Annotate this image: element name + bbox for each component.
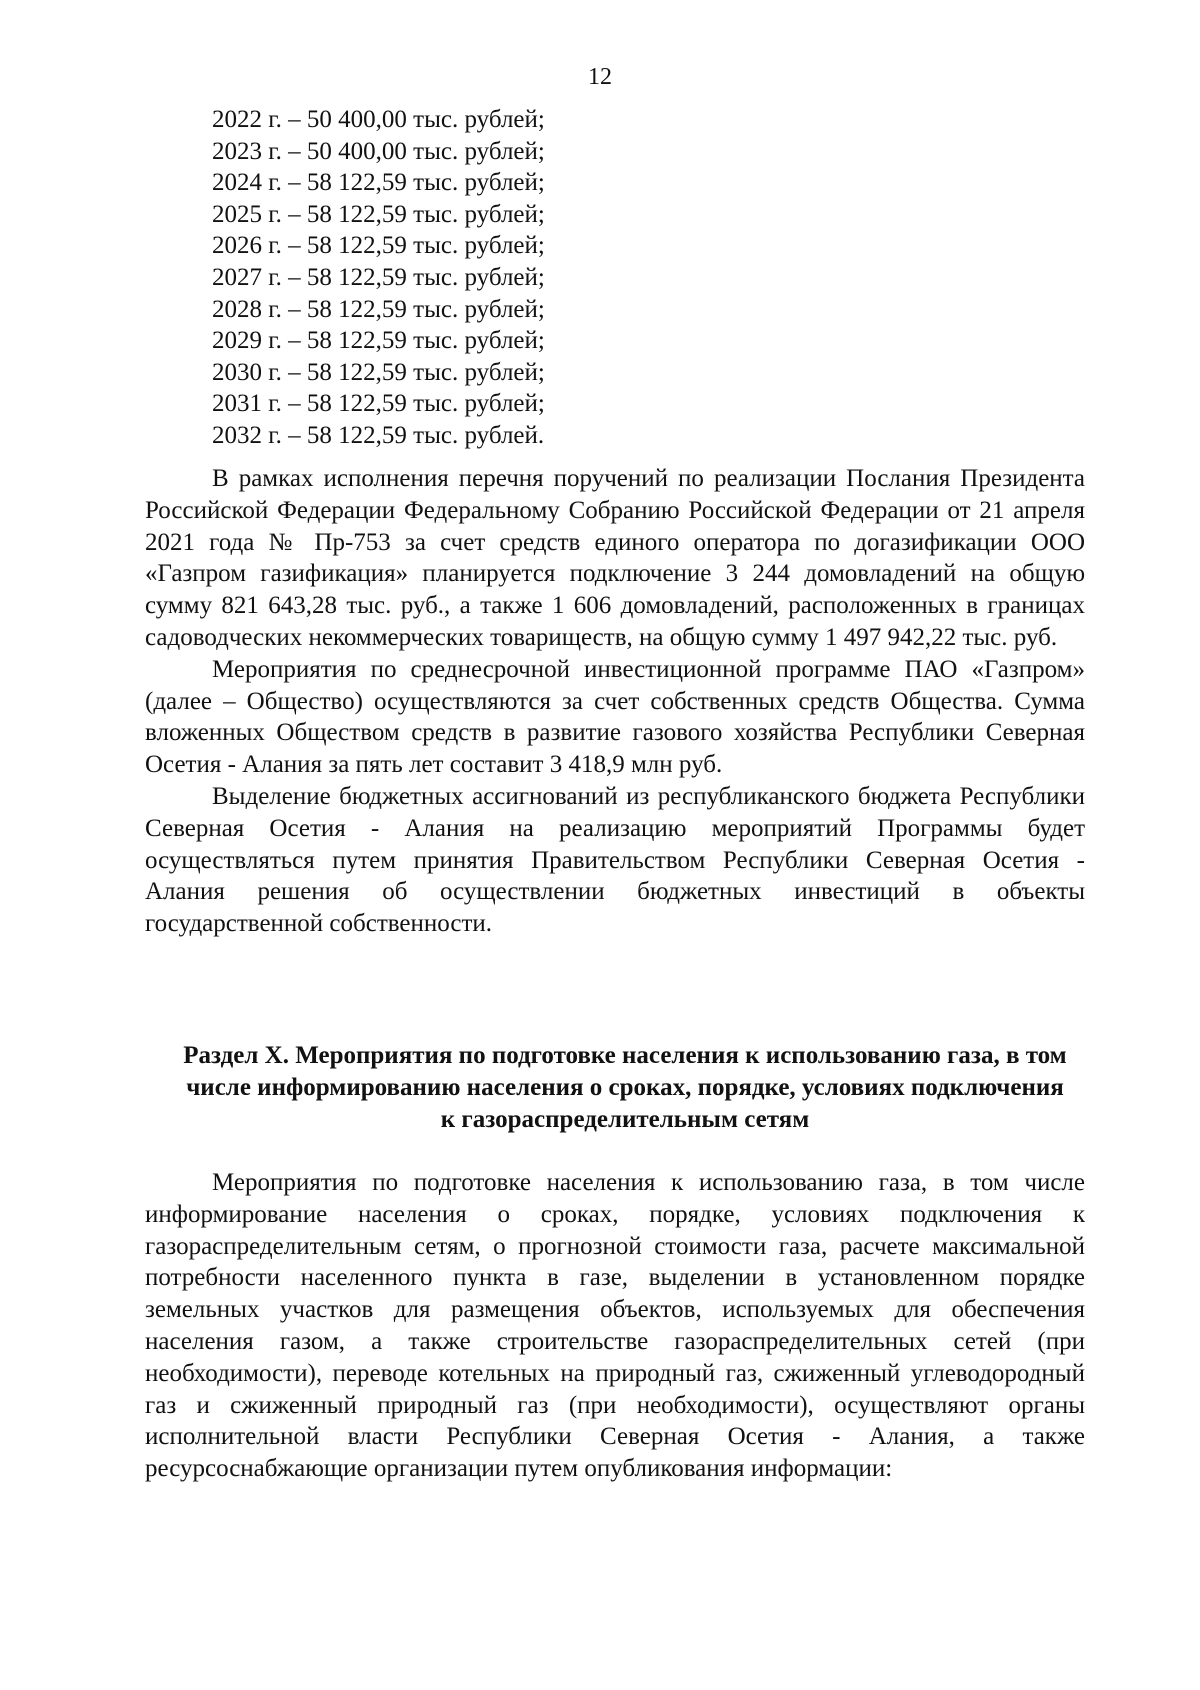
list-item: 2024 г. – 58 122,59 тыс. рублей;	[212, 169, 545, 197]
paragraph-gazprom-investment: Мероприятия по среднесрочной инвестиционной программе ПАО «Газпром» (далее – Общество) осуществляются за счет собственных средств Общества. Сумма вложенных Обществом средств в развитие газового хозяйства Республики Северная Осетия - Алания за пять лет составит 3 418,9 млн руб.	[145, 655, 1085, 779]
list-item: 2032 г. – 58 122,59 тыс. рублей.	[212, 421, 545, 449]
list-item: 2028 г. – 58 122,59 тыс. рублей;	[212, 295, 545, 323]
list-item: 2030 г. – 58 122,59 тыс. рублей;	[212, 358, 545, 386]
funding-by-year-list	[212, 104, 545, 452]
paragraph-gasification-connections: В рамках исполнения перечня поручений по реализации Послания Президента Российской Федерации Федеральному Собранию Российской Федерации от 21 апреля 2021 года № Пр-753 за счет средств единого оператора по догазификации ООО «Газпром газификация» планируется подключение 3 244 домовладений на общую сумму 821 643,28 тыс. руб., а также 1 606 домовладений, расположенных в границах садоводческих некоммерческих товариществ, на общую сумму 1 497 942,22 тыс. руб.	[145, 465, 1085, 651]
list-item: 2026 г. – 58 122,59 тыс. рублей;	[212, 232, 545, 260]
list-item: 2023 г. – 50 400,00 тыс. рублей;	[212, 137, 545, 165]
paragraph-budget-allocations: Выделение бюджетных ассигнований из республиканского бюджета Республики Северная Осетия - Алания на реализацию мероприятий Программы будет осуществляться путем принятия Правительством Республики Северная Осетия - Алания решения об осуществлении бюджетных инвестиций в объекты государственной собственности.	[145, 782, 1085, 938]
paragraph-population-preparation: Мероприятия по подготовке населения к использованию газа, в том числе информирование населения о сроках, порядке, условиях подключения к газораспределительным сетям, о прогнозной стоимости газа, расчете максимальной потребности населенного пункта в газе, выделении в установленном порядке земельных участков для размещения объектов, используемых для обеспечения населения газом, а также строительстве газораспределительных сетей (при необходимости), переводе котельных на природный газ, сжиженный углеводородный газ и сжиженный природный газ (при необходимости), осуществляют органы исполнительной власти Республики Северная Осетия - Алания, а также ресурсоснабжающие организации путем опубликования информации:	[145, 1169, 1085, 1483]
list-item: 2029 г. – 58 122,59 тыс. рублей;	[212, 327, 545, 355]
section-body	[145, 1167, 1085, 1485]
list-item: 2025 г. – 58 122,59 тыс. рублей;	[212, 200, 545, 228]
list-item: 2027 г. – 58 122,59 тыс. рублей;	[212, 263, 545, 291]
list-item: 2031 г. – 58 122,59 тыс. рублей;	[212, 390, 545, 418]
funding-paragraphs	[145, 463, 1085, 940]
page-number: 12	[588, 64, 612, 90]
list-item: 2022 г. – 50 400,00 тыс. рублей;	[212, 106, 545, 133]
section-heading: Раздел X. Мероприятия по подготовке населения к использованию газа, в том числе информированию населения о сроках, порядке, условиях подключения к газораспределительным сетям	[183, 1042, 1067, 1133]
